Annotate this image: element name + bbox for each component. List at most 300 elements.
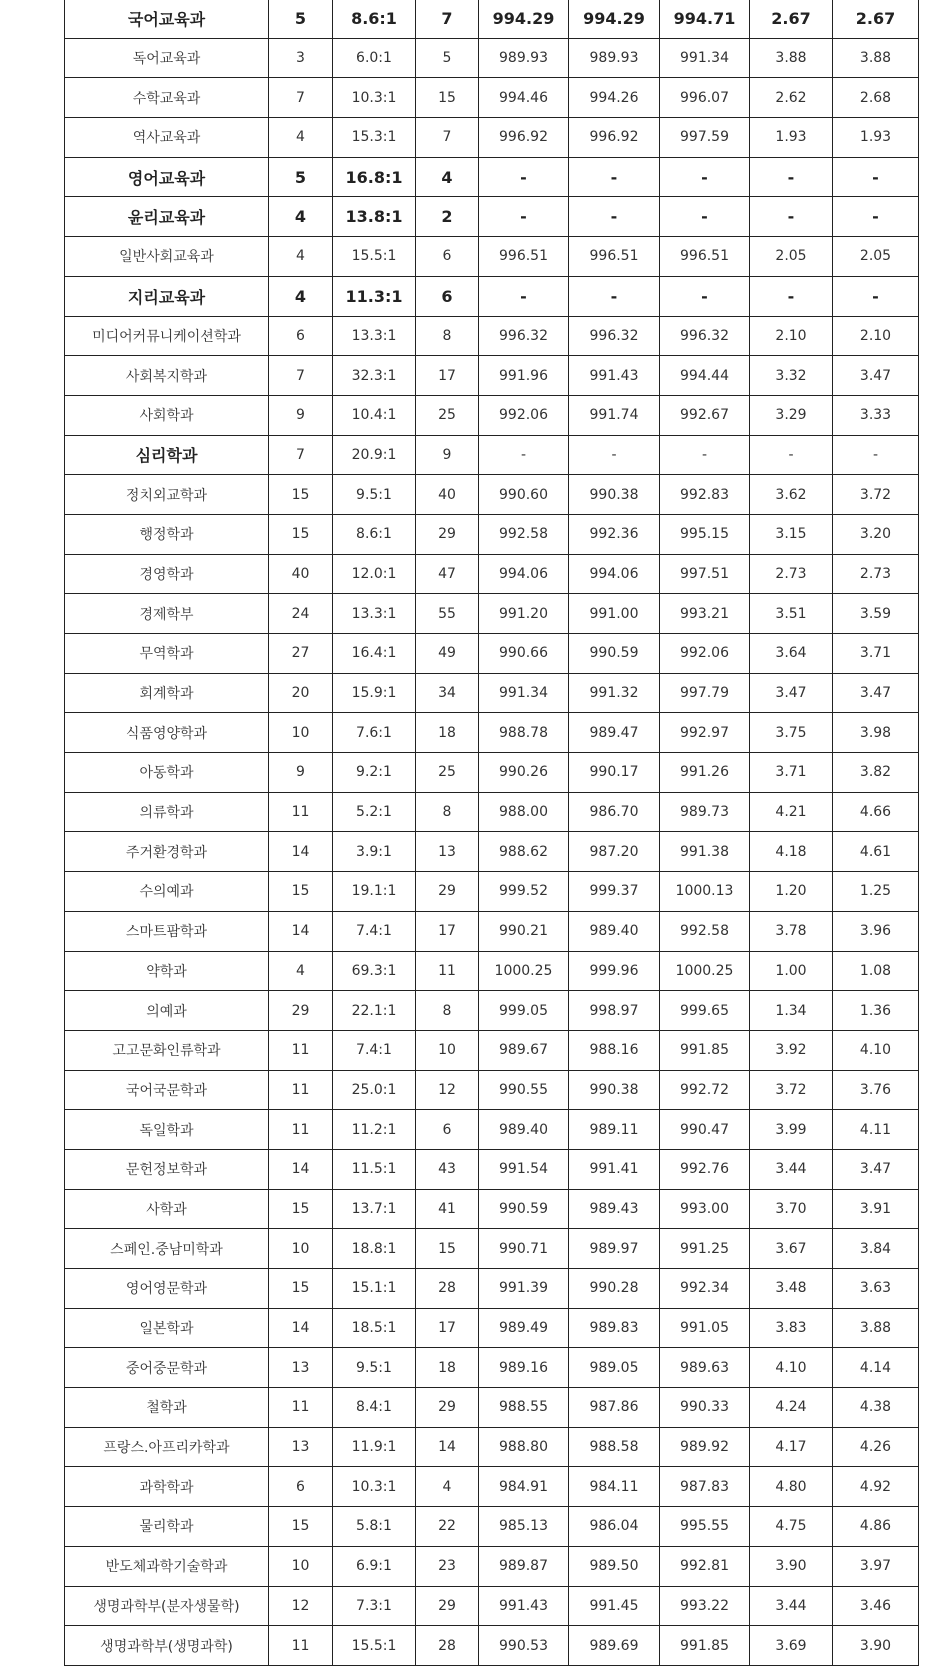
department-cell: 중어중문학과: [65, 1348, 269, 1388]
grade-1-cell: -: [750, 157, 833, 197]
score-3-cell: 991.85: [660, 1626, 750, 1666]
department-cell: 지리교육과: [65, 276, 269, 316]
score-1-cell: 994.29: [479, 0, 569, 38]
score-1-cell: 996.32: [479, 316, 569, 356]
count-cell: 29: [416, 1388, 479, 1428]
competition-ratio-cell: 16.8:1: [333, 157, 416, 197]
table-row: [65, 435, 919, 475]
grade-2-cell: 1.08: [833, 951, 919, 991]
department-cell: 수학교육과: [65, 78, 269, 118]
score-1-cell: 992.06: [479, 395, 569, 435]
department-cell: 철학과: [65, 1388, 269, 1428]
department-cell: 경제학부: [65, 594, 269, 634]
count-cell: 18: [416, 1348, 479, 1388]
table-row: [65, 276, 919, 316]
score-2-cell: 990.28: [569, 1269, 660, 1309]
competition-ratio-cell: 69.3:1: [333, 951, 416, 991]
grade-2-cell: 3.88: [833, 38, 919, 78]
score-3-cell: 992.58: [660, 911, 750, 951]
score-2-cell: 990.59: [569, 634, 660, 674]
grade-2-cell: -: [833, 197, 919, 237]
competition-ratio-cell: 7.4:1: [333, 911, 416, 951]
score-2-cell: 996.32: [569, 316, 660, 356]
score-2-cell: 990.17: [569, 753, 660, 793]
competition-ratio-cell: 10.4:1: [333, 395, 416, 435]
grade-2-cell: 3.91: [833, 1189, 919, 1229]
count-cell: 15: [416, 1229, 479, 1269]
table-row: [65, 514, 919, 554]
score-2-cell: 991.41: [569, 1149, 660, 1189]
department-cell: 국어국문학과: [65, 1070, 269, 1110]
table-row: [65, 554, 919, 594]
table-row: [65, 673, 919, 713]
count-cell: 14: [416, 1427, 479, 1467]
score-3-cell: 991.25: [660, 1229, 750, 1269]
department-cell: 행정학과: [65, 514, 269, 554]
grade-2-cell: 3.90: [833, 1626, 919, 1666]
grade-1-cell: 3.99: [750, 1110, 833, 1150]
quota-cell: 14: [269, 832, 333, 872]
quota-cell: 40: [269, 554, 333, 594]
score-2-cell: 989.05: [569, 1348, 660, 1388]
quota-cell: 15: [269, 475, 333, 515]
table-row: [65, 634, 919, 674]
score-3-cell: 991.85: [660, 1030, 750, 1070]
department-cell: 수의예과: [65, 872, 269, 912]
competition-ratio-cell: 20.9:1: [333, 435, 416, 475]
score-2-cell: 994.26: [569, 78, 660, 118]
quota-cell: 3: [269, 38, 333, 78]
score-2-cell: 989.40: [569, 911, 660, 951]
competition-ratio-cell: 25.0:1: [333, 1070, 416, 1110]
grade-2-cell: 4.14: [833, 1348, 919, 1388]
score-2-cell: 989.43: [569, 1189, 660, 1229]
count-cell: 28: [416, 1269, 479, 1309]
grade-1-cell: 4.80: [750, 1467, 833, 1507]
table-row: [65, 1626, 919, 1666]
score-3-cell: 1000.25: [660, 951, 750, 991]
grade-1-cell: 2.10: [750, 316, 833, 356]
competition-ratio-cell: 7.4:1: [333, 1030, 416, 1070]
score-1-cell: 988.55: [479, 1388, 569, 1428]
table-row: [65, 356, 919, 396]
score-1-cell: -: [479, 197, 569, 237]
score-3-cell: 987.83: [660, 1467, 750, 1507]
quota-cell: 27: [269, 634, 333, 674]
quota-cell: 7: [269, 356, 333, 396]
score-3-cell: 997.79: [660, 673, 750, 713]
grade-2-cell: 4.10: [833, 1030, 919, 1070]
quota-cell: 13: [269, 1348, 333, 1388]
grade-1-cell: 4.17: [750, 1427, 833, 1467]
score-2-cell: 994.29: [569, 0, 660, 38]
quota-cell: 9: [269, 753, 333, 793]
score-3-cell: 992.83: [660, 475, 750, 515]
quota-cell: 10: [269, 1546, 333, 1586]
table-row: [65, 395, 919, 435]
count-cell: 40: [416, 475, 479, 515]
grade-1-cell: 3.29: [750, 395, 833, 435]
score-3-cell: 991.26: [660, 753, 750, 793]
table-row: [65, 237, 919, 277]
count-cell: 6: [416, 1110, 479, 1150]
score-1-cell: 991.34: [479, 673, 569, 713]
department-cell: 의예과: [65, 991, 269, 1031]
count-cell: 29: [416, 872, 479, 912]
grade-1-cell: 2.67: [750, 0, 833, 38]
count-cell: 6: [416, 276, 479, 316]
table-body: [65, 0, 919, 1665]
department-cell: 무역학과: [65, 634, 269, 674]
score-2-cell: -: [569, 197, 660, 237]
competition-ratio-cell: 15.5:1: [333, 237, 416, 277]
score-3-cell: 992.81: [660, 1546, 750, 1586]
competition-ratio-cell: 15.3:1: [333, 118, 416, 158]
quota-cell: 15: [269, 1507, 333, 1547]
grade-2-cell: 2.05: [833, 237, 919, 277]
count-cell: 25: [416, 395, 479, 435]
grade-2-cell: -: [833, 435, 919, 475]
table-row: [65, 78, 919, 118]
department-cell: 사학과: [65, 1189, 269, 1229]
score-3-cell: 996.07: [660, 78, 750, 118]
department-cell: 사회복지학과: [65, 356, 269, 396]
score-1-cell: -: [479, 276, 569, 316]
grade-1-cell: 3.44: [750, 1586, 833, 1626]
score-1-cell: -: [479, 435, 569, 475]
score-3-cell: 996.51: [660, 237, 750, 277]
grade-1-cell: 3.90: [750, 1546, 833, 1586]
grade-2-cell: 4.26: [833, 1427, 919, 1467]
score-1-cell: 989.16: [479, 1348, 569, 1388]
grade-2-cell: 1.36: [833, 991, 919, 1031]
quota-cell: 14: [269, 1149, 333, 1189]
grade-1-cell: 3.67: [750, 1229, 833, 1269]
score-1-cell: 984.91: [479, 1467, 569, 1507]
quota-cell: 11: [269, 1070, 333, 1110]
grade-1-cell: 4.75: [750, 1507, 833, 1547]
grade-1-cell: 3.92: [750, 1030, 833, 1070]
department-cell: 생명과학부(분자생물학): [65, 1586, 269, 1626]
score-3-cell: 994.71: [660, 0, 750, 38]
score-1-cell: 991.39: [479, 1269, 569, 1309]
quota-cell: 11: [269, 792, 333, 832]
score-3-cell: 1000.13: [660, 872, 750, 912]
table-row: [65, 991, 919, 1031]
score-1-cell: 989.40: [479, 1110, 569, 1150]
count-cell: 17: [416, 356, 479, 396]
table-row: [65, 1546, 919, 1586]
table-row: [65, 1388, 919, 1428]
score-2-cell: 990.38: [569, 1070, 660, 1110]
competition-ratio-cell: 8.4:1: [333, 1388, 416, 1428]
department-cell: 문헌정보학과: [65, 1149, 269, 1189]
score-1-cell: 990.21: [479, 911, 569, 951]
score-2-cell: 999.96: [569, 951, 660, 991]
table-row: [65, 911, 919, 951]
score-2-cell: -: [569, 435, 660, 475]
grade-2-cell: 4.61: [833, 832, 919, 872]
grade-1-cell: 3.78: [750, 911, 833, 951]
quota-cell: 9: [269, 395, 333, 435]
grade-2-cell: 3.98: [833, 713, 919, 753]
department-cell: 심리학과: [65, 435, 269, 475]
table-row: [65, 1070, 919, 1110]
competition-ratio-cell: 18.5:1: [333, 1308, 416, 1348]
score-3-cell: 997.51: [660, 554, 750, 594]
quota-cell: 10: [269, 713, 333, 753]
department-cell: 아동학과: [65, 753, 269, 793]
quota-cell: 4: [269, 276, 333, 316]
grade-2-cell: 3.46: [833, 1586, 919, 1626]
score-1-cell: 991.96: [479, 356, 569, 396]
table-row: [65, 1110, 919, 1150]
table-row: [65, 1586, 919, 1626]
score-1-cell: 990.59: [479, 1189, 569, 1229]
grade-1-cell: 3.88: [750, 38, 833, 78]
score-1-cell: 994.46: [479, 78, 569, 118]
table-row: [65, 872, 919, 912]
department-cell: 영어영문학과: [65, 1269, 269, 1309]
grade-2-cell: 4.66: [833, 792, 919, 832]
competition-ratio-cell: 9.2:1: [333, 753, 416, 793]
score-1-cell: 988.80: [479, 1427, 569, 1467]
table-row: [65, 0, 919, 38]
score-2-cell: 991.43: [569, 356, 660, 396]
score-2-cell: 989.47: [569, 713, 660, 753]
department-cell: 반도체과학기술학과: [65, 1546, 269, 1586]
quota-cell: 4: [269, 118, 333, 158]
quota-cell: 10: [269, 1229, 333, 1269]
quota-cell: 5: [269, 157, 333, 197]
table-row: [65, 475, 919, 515]
grade-1-cell: 3.70: [750, 1189, 833, 1229]
quota-cell: 11: [269, 1388, 333, 1428]
grade-1-cell: 2.05: [750, 237, 833, 277]
grade-1-cell: 4.10: [750, 1348, 833, 1388]
quota-cell: 12: [269, 1586, 333, 1626]
score-2-cell: 999.37: [569, 872, 660, 912]
score-2-cell: 991.45: [569, 1586, 660, 1626]
department-cell: 영어교육과: [65, 157, 269, 197]
grade-1-cell: 3.83: [750, 1308, 833, 1348]
score-1-cell: 990.26: [479, 753, 569, 793]
count-cell: 29: [416, 514, 479, 554]
quota-cell: 4: [269, 951, 333, 991]
count-cell: 22: [416, 1507, 479, 1547]
table-row: [65, 197, 919, 237]
table-row: [65, 1467, 919, 1507]
grade-1-cell: 1.20: [750, 872, 833, 912]
count-cell: 10: [416, 1030, 479, 1070]
score-1-cell: 988.78: [479, 713, 569, 753]
grade-2-cell: -: [833, 157, 919, 197]
competition-ratio-cell: 15.9:1: [333, 673, 416, 713]
grade-2-cell: 4.92: [833, 1467, 919, 1507]
count-cell: 34: [416, 673, 479, 713]
grade-1-cell: 3.71: [750, 753, 833, 793]
grade-1-cell: 3.44: [750, 1149, 833, 1189]
count-cell: 15: [416, 78, 479, 118]
score-1-cell: 990.53: [479, 1626, 569, 1666]
competition-ratio-cell: 13.8:1: [333, 197, 416, 237]
score-3-cell: 991.38: [660, 832, 750, 872]
department-cell: 일반사회교육과: [65, 237, 269, 277]
score-2-cell: 986.04: [569, 1507, 660, 1547]
score-2-cell: 991.32: [569, 673, 660, 713]
table-row: [65, 1348, 919, 1388]
score-2-cell: -: [569, 157, 660, 197]
quota-cell: 24: [269, 594, 333, 634]
competition-ratio-cell: 11.9:1: [333, 1427, 416, 1467]
score-3-cell: -: [660, 157, 750, 197]
quota-cell: 13: [269, 1427, 333, 1467]
count-cell: 17: [416, 911, 479, 951]
quota-cell: 11: [269, 1626, 333, 1666]
quota-cell: 15: [269, 1189, 333, 1229]
score-1-cell: 989.93: [479, 38, 569, 78]
count-cell: 8: [416, 316, 479, 356]
competition-ratio-cell: 9.5:1: [333, 1348, 416, 1388]
table-row: [65, 1229, 919, 1269]
grade-1-cell: 4.21: [750, 792, 833, 832]
score-3-cell: 995.15: [660, 514, 750, 554]
score-1-cell: 996.92: [479, 118, 569, 158]
competition-ratio-cell: 11.5:1: [333, 1149, 416, 1189]
competition-ratio-cell: 6.9:1: [333, 1546, 416, 1586]
grade-1-cell: -: [750, 276, 833, 316]
score-1-cell: 992.58: [479, 514, 569, 554]
department-cell: 식품영양학과: [65, 713, 269, 753]
grade-1-cell: 3.15: [750, 514, 833, 554]
grade-2-cell: 3.47: [833, 673, 919, 713]
quota-cell: 6: [269, 1467, 333, 1507]
grade-2-cell: -: [833, 276, 919, 316]
department-cell: 사회학과: [65, 395, 269, 435]
quota-cell: 15: [269, 1269, 333, 1309]
competition-ratio-cell: 11.2:1: [333, 1110, 416, 1150]
count-cell: 29: [416, 1586, 479, 1626]
score-2-cell: 984.11: [569, 1467, 660, 1507]
grade-2-cell: 4.11: [833, 1110, 919, 1150]
quota-cell: 7: [269, 78, 333, 118]
competition-ratio-cell: 10.3:1: [333, 1467, 416, 1507]
grade-2-cell: 2.73: [833, 554, 919, 594]
competition-ratio-cell: 7.3:1: [333, 1586, 416, 1626]
competition-ratio-cell: 3.9:1: [333, 832, 416, 872]
score-2-cell: 989.11: [569, 1110, 660, 1150]
score-1-cell: 989.87: [479, 1546, 569, 1586]
department-cell: 스페인.중남미학과: [65, 1229, 269, 1269]
score-2-cell: 996.51: [569, 237, 660, 277]
score-1-cell: 991.54: [479, 1149, 569, 1189]
competition-ratio-cell: 19.1:1: [333, 872, 416, 912]
table-row: [65, 118, 919, 158]
admissions-results-table: [64, 0, 919, 1666]
table-row: [65, 792, 919, 832]
count-cell: 5: [416, 38, 479, 78]
competition-ratio-cell: 6.0:1: [333, 38, 416, 78]
quota-cell: 14: [269, 911, 333, 951]
department-cell: 독일학과: [65, 1110, 269, 1150]
grade-2-cell: 3.76: [833, 1070, 919, 1110]
quota-cell: 15: [269, 872, 333, 912]
score-1-cell: -: [479, 157, 569, 197]
grade-1-cell: 1.93: [750, 118, 833, 158]
competition-ratio-cell: 12.0:1: [333, 554, 416, 594]
competition-ratio-cell: 10.3:1: [333, 78, 416, 118]
grade-2-cell: 3.97: [833, 1546, 919, 1586]
grade-2-cell: 2.10: [833, 316, 919, 356]
department-cell: 회계학과: [65, 673, 269, 713]
score-1-cell: 989.49: [479, 1308, 569, 1348]
count-cell: 28: [416, 1626, 479, 1666]
score-2-cell: 986.70: [569, 792, 660, 832]
score-1-cell: 999.05: [479, 991, 569, 1031]
score-2-cell: 990.38: [569, 475, 660, 515]
table-row: [65, 1189, 919, 1229]
table-row: [65, 753, 919, 793]
grade-2-cell: 2.67: [833, 0, 919, 38]
table-row: [65, 1427, 919, 1467]
count-cell: 4: [416, 1467, 479, 1507]
quota-cell: 6: [269, 316, 333, 356]
grade-2-cell: 4.86: [833, 1507, 919, 1547]
department-cell: 국어교육과: [65, 0, 269, 38]
quota-cell: 15: [269, 514, 333, 554]
quota-cell: 4: [269, 237, 333, 277]
score-2-cell: 989.93: [569, 38, 660, 78]
score-2-cell: 988.16: [569, 1030, 660, 1070]
competition-ratio-cell: 7.6:1: [333, 713, 416, 753]
grade-2-cell: 3.33: [833, 395, 919, 435]
grade-1-cell: 1.34: [750, 991, 833, 1031]
quota-cell: 5: [269, 0, 333, 38]
grade-1-cell: 3.47: [750, 673, 833, 713]
count-cell: 6: [416, 237, 479, 277]
table-row: [65, 38, 919, 78]
table-row: [65, 1030, 919, 1070]
count-cell: 13: [416, 832, 479, 872]
competition-ratio-cell: 8.6:1: [333, 514, 416, 554]
score-2-cell: 992.36: [569, 514, 660, 554]
competition-ratio-cell: 13.3:1: [333, 594, 416, 634]
table-row: [65, 832, 919, 872]
quota-cell: 29: [269, 991, 333, 1031]
score-3-cell: 992.06: [660, 634, 750, 674]
grade-2-cell: 3.96: [833, 911, 919, 951]
table-row: [65, 1308, 919, 1348]
quota-cell: 7: [269, 435, 333, 475]
grade-2-cell: 2.68: [833, 78, 919, 118]
count-cell: 25: [416, 753, 479, 793]
count-cell: 7: [416, 0, 479, 38]
quota-cell: 4: [269, 197, 333, 237]
table-row: [65, 594, 919, 634]
grade-2-cell: 3.71: [833, 634, 919, 674]
grade-1-cell: 3.32: [750, 356, 833, 396]
score-1-cell: 990.66: [479, 634, 569, 674]
grade-2-cell: 3.59: [833, 594, 919, 634]
score-3-cell: 997.59: [660, 118, 750, 158]
competition-ratio-cell: 22.1:1: [333, 991, 416, 1031]
score-3-cell: 992.97: [660, 713, 750, 753]
table-row: [65, 1149, 919, 1189]
department-cell: 프랑스.아프리카학과: [65, 1427, 269, 1467]
grade-2-cell: 3.88: [833, 1308, 919, 1348]
grade-2-cell: 3.20: [833, 514, 919, 554]
competition-ratio-cell: 5.2:1: [333, 792, 416, 832]
